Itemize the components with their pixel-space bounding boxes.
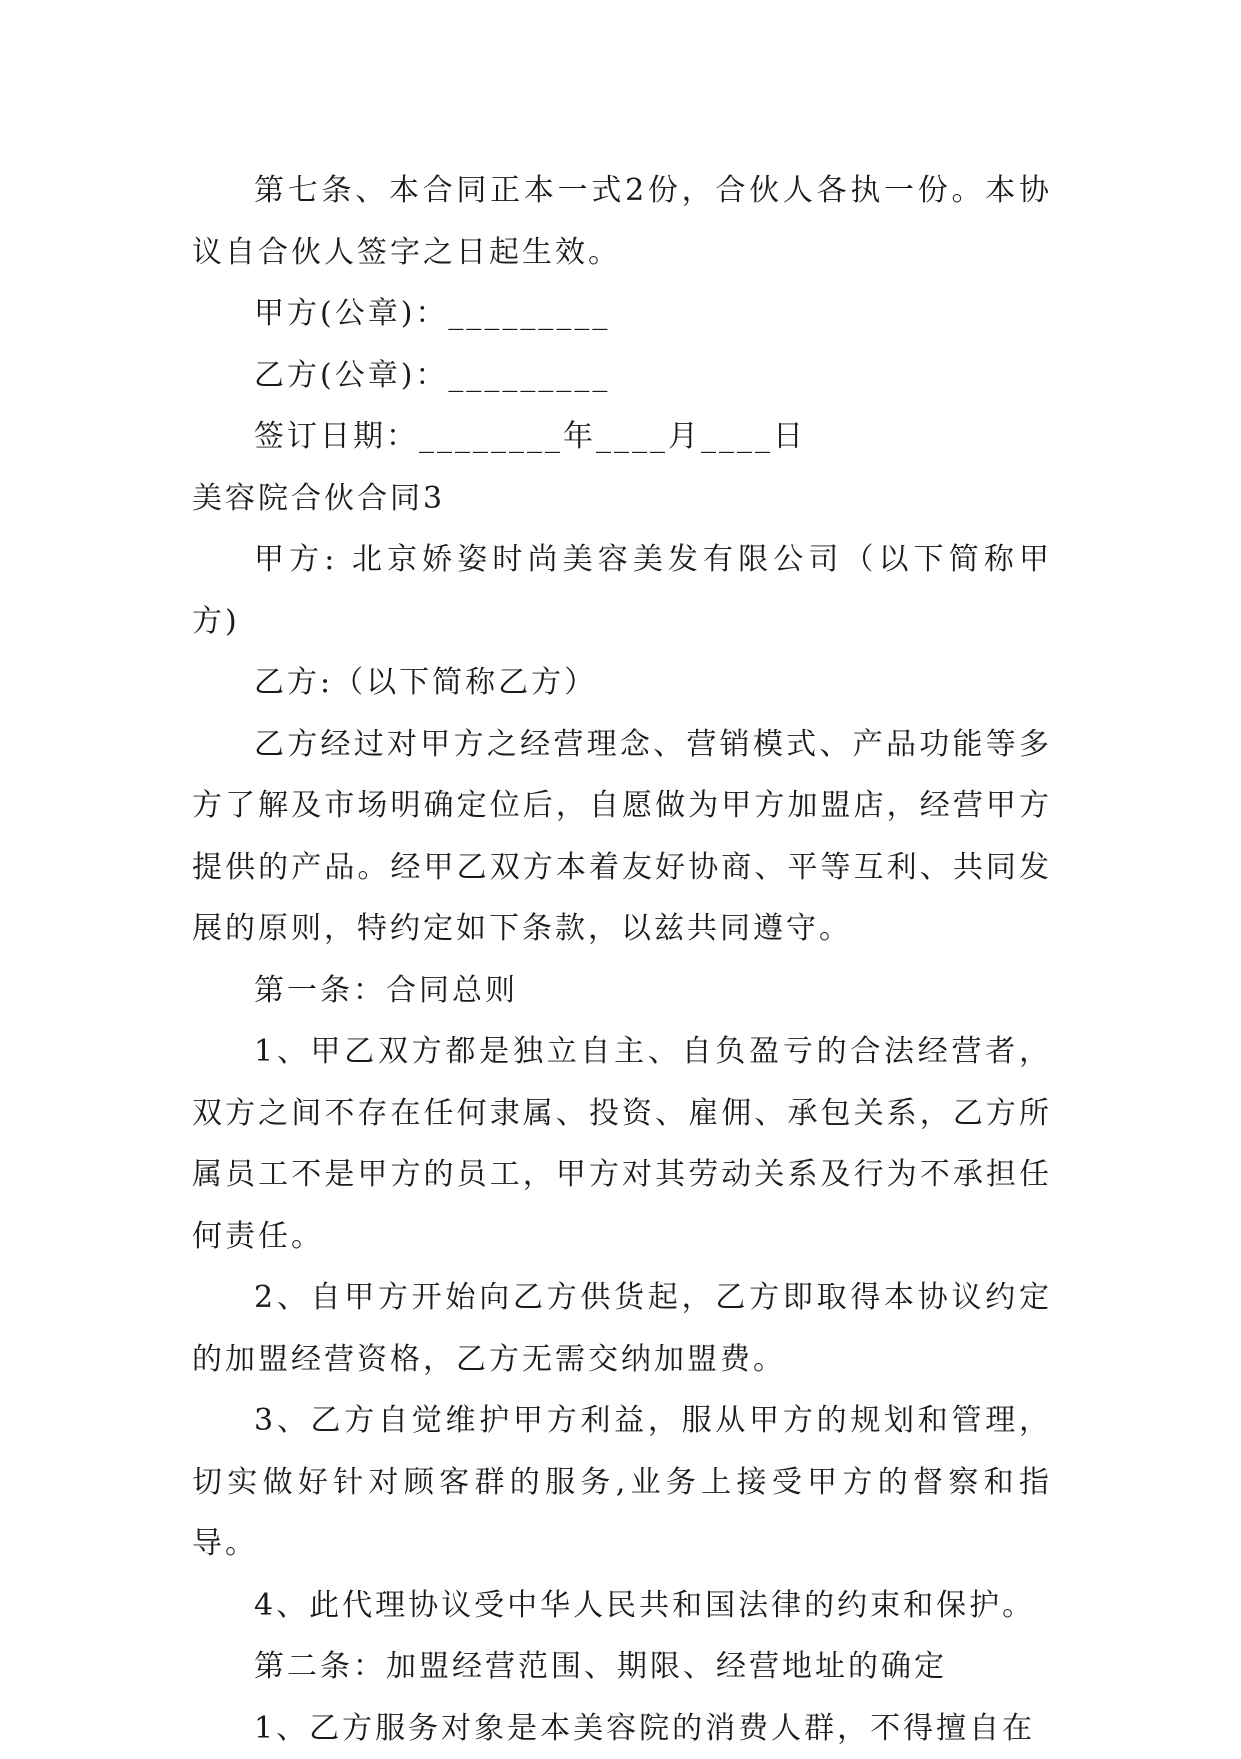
article-one-item-4: 4、此代理协议受中华人民共和国法律的约束和保护。 bbox=[192, 1575, 1052, 1637]
party-b-seal-line: 乙方(公章)：_________ bbox=[192, 345, 1052, 407]
party-a-name: 甲方: 北京娇姿时尚美容美发有限公司（以下简称甲方) bbox=[192, 529, 1052, 652]
document-body bbox=[192, 160, 1052, 1759]
article-two-heading: 第二条：加盟经营范围、期限、经营地址的确定 bbox=[192, 1636, 1052, 1698]
article-one-item-2: 2、自甲方开始向乙方供货起，乙方即取得本协议约定的加盟经营资格，乙方无需交纳加盟费。 bbox=[192, 1267, 1052, 1390]
party-a-seal-line: 甲方(公章)：_________ bbox=[192, 283, 1052, 345]
preamble-paragraph: 乙方经过对甲方之经营理念、营销模式、产品功能等多方了解及市场明确定位后，自愿做为甲方加盟店，经营甲方提供的产品。经甲乙双方本着友好协商、平等互利、共同发展的原则，特约定如下条款，以兹共同遵守。 bbox=[192, 714, 1052, 960]
article-one-heading: 第一条：合同总则 bbox=[192, 960, 1052, 1022]
party-b-name: 乙方:（以下简称乙方） bbox=[192, 652, 1052, 714]
signing-date-line: 签订日期：________年____月____日 bbox=[192, 406, 1052, 468]
article-one-item-1: 1、甲乙双方都是独立自主、自负盈亏的合法经营者，双方之间不存在任何隶属、投资、雇佣、承包关系，乙方所属员工不是甲方的员工，甲方对其劳动关系及行为不承担任何责任。 bbox=[192, 1021, 1052, 1267]
article-two-item-1: 1、乙方服务对象是本美容院的消费人群，不得擅自在 bbox=[192, 1698, 1052, 1759]
clause-seven-paragraph: 第七条、本合同正本一式2份，合伙人各执一份。本协议自合伙人签字之日起生效。 bbox=[192, 160, 1052, 283]
contract-title: 美容院合伙合同3 bbox=[192, 468, 1052, 530]
article-one-item-3: 3、乙方自觉维护甲方利益，服从甲方的规划和管理，切实做好针对顾客群的服务,业务上接受甲方的督察和指导。 bbox=[192, 1390, 1052, 1575]
